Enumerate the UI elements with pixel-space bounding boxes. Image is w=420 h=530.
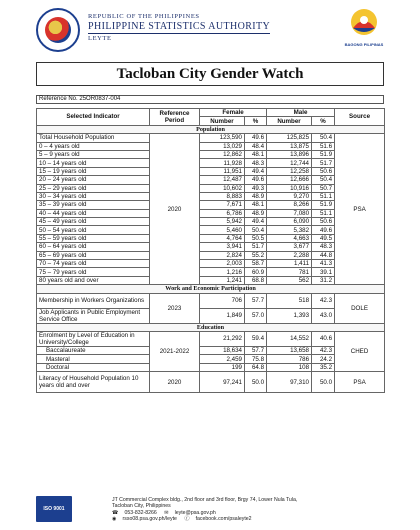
female-number: 13,029 — [200, 142, 245, 150]
row-label: 15 – 19 years old — [37, 167, 150, 175]
section-header-work: Work and Economic Participation — [37, 285, 385, 293]
table-row — [37, 176, 385, 184]
table-row — [37, 251, 385, 259]
table-row — [37, 134, 385, 142]
male-number: 108 — [267, 363, 312, 371]
col-period: Reference Period — [150, 109, 200, 126]
female-percent: 50.0 — [245, 372, 267, 393]
table-row — [37, 355, 385, 363]
gender-watch-table — [36, 108, 385, 393]
section-row — [37, 323, 385, 331]
row-label: 65 – 69 years old — [37, 251, 150, 259]
male-percent: 42.3 — [312, 293, 335, 308]
male-number: 13,658 — [267, 346, 312, 354]
col-female-percent: % — [245, 117, 267, 125]
male-percent: 50.7 — [312, 184, 335, 192]
table-row — [37, 293, 385, 308]
female-number: 1,849 — [200, 308, 245, 323]
iso-label: ISO 9001 — [43, 506, 65, 512]
female-percent: 51.7 — [245, 243, 267, 251]
male-number: 786 — [267, 355, 312, 363]
row-label: Membership in Workers Organizations — [37, 293, 150, 308]
table-row — [37, 192, 385, 200]
row-label: 45 – 49 years old — [37, 218, 150, 226]
row-label: 50 – 54 years old — [37, 226, 150, 234]
contact-info — [112, 497, 312, 523]
table-row — [37, 234, 385, 242]
footer — [36, 496, 384, 524]
bagong-pilipinas-emblem-icon — [350, 8, 378, 38]
female-percent: 55.2 — [245, 251, 267, 259]
female-percent: 48.1 — [245, 150, 267, 158]
female-percent: 75.8 — [245, 355, 267, 363]
table-row — [37, 201, 385, 209]
female-percent: 49.3 — [245, 184, 267, 192]
web-icon: ◉ — [112, 516, 117, 523]
male-number: 14,552 — [267, 331, 312, 346]
female-percent: 48.4 — [245, 142, 267, 150]
female-percent: 58.7 — [245, 260, 267, 268]
row-source: DOLE — [335, 293, 385, 323]
footer-email1: leyte@psa.gov.ph — [174, 509, 216, 516]
male-percent: 49.6 — [312, 226, 335, 234]
table-row — [37, 167, 385, 175]
table-row — [37, 142, 385, 150]
row-label: 30 – 34 years old — [37, 192, 150, 200]
bagong-pilipinas-logo — [344, 8, 384, 52]
table-row — [37, 184, 385, 192]
facebook-icon: ⓕ — [184, 516, 190, 523]
table-row — [37, 243, 385, 251]
male-percent: 51.1 — [312, 209, 335, 217]
male-number: 2,288 — [267, 251, 312, 259]
col-male-number: Number — [267, 117, 312, 125]
female-number: 706 — [200, 293, 245, 308]
iso-certification-badge — [36, 496, 72, 522]
female-percent: 49.4 — [245, 167, 267, 175]
header — [36, 8, 384, 52]
row-label: 60 – 64 years old — [37, 243, 150, 251]
row-label: Baccalaureate — [37, 346, 150, 354]
male-percent: 48.3 — [312, 243, 335, 251]
male-percent: 44.8 — [312, 251, 335, 259]
male-percent: 50.4 — [312, 176, 335, 184]
male-number: 12,744 — [267, 159, 312, 167]
female-percent: 50.4 — [245, 226, 267, 234]
male-number: 562 — [267, 276, 312, 284]
table-row — [37, 150, 385, 158]
male-percent: 35.2 — [312, 363, 335, 371]
female-percent: 59.4 — [245, 331, 267, 346]
table-row — [37, 331, 385, 346]
table-row — [37, 276, 385, 284]
footer-contact-row2 — [112, 516, 312, 522]
email-icon: ✉ — [164, 509, 169, 516]
male-number: 9,270 — [267, 192, 312, 200]
female-percent: 57.7 — [245, 346, 267, 354]
male-percent: 50.0 — [312, 372, 335, 393]
table-row — [37, 372, 385, 393]
female-percent: 48.3 — [245, 159, 267, 167]
male-percent: 24.2 — [312, 355, 335, 363]
male-number: 12,258 — [267, 167, 312, 175]
male-number: 4,663 — [267, 234, 312, 242]
row-label: 55 – 59 years old — [37, 234, 150, 242]
row-label: Doctoral — [37, 363, 150, 371]
female-number: 6,786 — [200, 209, 245, 217]
section-header-population: Population — [37, 125, 385, 133]
col-male: Male — [267, 109, 335, 117]
male-percent: 43.0 — [312, 308, 335, 323]
row-label: 25 – 29 years old — [37, 184, 150, 192]
male-number: 781 — [267, 268, 312, 276]
row-label: 40 – 44 years old — [37, 209, 150, 217]
male-number: 5,382 — [267, 226, 312, 234]
male-number: 125,825 — [267, 134, 312, 142]
female-number: 5,942 — [200, 218, 245, 226]
section-row — [37, 125, 385, 133]
row-label: 20 – 24 years old — [37, 176, 150, 184]
female-percent: 48.1 — [245, 201, 267, 209]
col-female: Female — [200, 109, 267, 117]
footer-facebook: facebook.com/psaleyte2 — [195, 516, 252, 523]
row-label: 70 – 74 years old — [37, 260, 150, 268]
table-row — [37, 159, 385, 167]
footer-website: rsso08.psa.gov.ph/leyte — [122, 516, 177, 523]
female-number: 11,951 — [200, 167, 245, 175]
female-number: 1,216 — [200, 268, 245, 276]
table-row — [37, 218, 385, 226]
row-label: Job Applicants in Public Employment Service Office — [37, 308, 150, 323]
female-number: 18,634 — [200, 346, 245, 354]
row-label: Masteral — [37, 355, 150, 363]
male-number: 1,393 — [267, 308, 312, 323]
male-number: 518 — [267, 293, 312, 308]
female-number: 10,602 — [200, 184, 245, 192]
row-label: Enrolment by Level of Education in University/College — [37, 331, 150, 346]
row-period: 2020 — [150, 372, 200, 393]
page-title: Tacloban City Gender Watch — [36, 62, 384, 86]
female-percent: 60.9 — [245, 268, 267, 276]
row-label: Total Household Population — [37, 134, 150, 142]
male-percent: 31.2 — [312, 276, 335, 284]
female-number: 2,003 — [200, 260, 245, 268]
col-source: Source — [335, 109, 385, 126]
female-number: 3,941 — [200, 243, 245, 251]
male-number: 8,266 — [267, 201, 312, 209]
table-row — [37, 363, 385, 371]
male-percent: 40.6 — [312, 331, 335, 346]
female-percent: 49.6 — [245, 176, 267, 184]
table-row — [37, 346, 385, 354]
row-period: 2023 — [150, 293, 200, 323]
male-number: 7,080 — [267, 209, 312, 217]
row-source: PSA — [335, 134, 385, 285]
table-row — [37, 260, 385, 268]
row-source: CHED — [335, 331, 385, 371]
female-number: 8,883 — [200, 192, 245, 200]
row-period: 2021-2022 — [150, 331, 200, 371]
male-number: 3,677 — [267, 243, 312, 251]
agency-line2: PHILIPPINE STATISTICS AUTHORITY — [88, 21, 271, 32]
row-label: 5 – 9 years old — [37, 150, 150, 158]
agency-name — [88, 13, 270, 42]
agency-line3: LEYTE — [88, 35, 112, 42]
male-percent: 50.4 — [312, 134, 335, 142]
female-percent: 48.9 — [245, 192, 267, 200]
male-percent: 51.9 — [312, 150, 335, 158]
female-number: 12,862 — [200, 150, 245, 158]
section-row — [37, 285, 385, 293]
bagong-pilipinas-label: BAGONG PILIPINAS — [344, 42, 384, 47]
section-header-education: Education — [37, 323, 385, 331]
row-period: 2020 — [150, 134, 200, 285]
row-source: PSA — [335, 372, 385, 393]
male-percent: 50.6 — [312, 167, 335, 175]
male-number: 10,916 — [267, 184, 312, 192]
agency-line1: REPUBLIC OF THE PHILIPPINES — [88, 13, 200, 20]
male-number: 12,666 — [267, 176, 312, 184]
female-number: 97,241 — [200, 372, 245, 393]
male-number: 1,411 — [267, 260, 312, 268]
male-percent: 51.9 — [312, 201, 335, 209]
table-row — [37, 268, 385, 276]
female-percent: 57.0 — [245, 308, 267, 323]
table-row — [37, 308, 385, 323]
female-number: 7,671 — [200, 201, 245, 209]
female-number: 21,292 — [200, 331, 245, 346]
footer-address: JT Commercial Complex bldg., 2nd floor and 3rd floor, Brgy 74, Lower Nula Tula, Tacloban City, Philippines — [112, 497, 298, 510]
row-label: 35 – 39 years old — [37, 201, 150, 209]
male-number: 13,875 — [267, 142, 312, 150]
female-number: 5,460 — [200, 226, 245, 234]
female-number: 123,590 — [200, 134, 245, 142]
male-number: 97,310 — [267, 372, 312, 393]
col-male-percent: % — [312, 117, 335, 125]
female-percent: 49.6 — [245, 134, 267, 142]
male-percent: 39.1 — [312, 268, 335, 276]
female-percent: 50.5 — [245, 234, 267, 242]
reference-number: Reference No. 25OR0837-004 — [36, 95, 384, 104]
table-row — [37, 226, 385, 234]
table-row — [37, 209, 385, 217]
footer-phone: 053-832-8266 — [124, 509, 157, 516]
phone-icon: ☎ — [112, 509, 119, 516]
female-number: 11,928 — [200, 159, 245, 167]
female-percent: 64.8 — [245, 363, 267, 371]
male-percent: 42.3 — [312, 346, 335, 354]
male-percent: 51.1 — [312, 192, 335, 200]
female-percent: 57.7 — [245, 293, 267, 308]
row-label: 80 years old and over — [37, 276, 150, 284]
female-percent: 68.8 — [245, 276, 267, 284]
female-number: 2,824 — [200, 251, 245, 259]
col-indicator: Selected Indicator — [37, 109, 150, 126]
female-number: 1,241 — [200, 276, 245, 284]
female-percent: 49.4 — [245, 218, 267, 226]
female-percent: 48.9 — [245, 209, 267, 217]
male-percent: 49.5 — [312, 234, 335, 242]
psa-seal-logo — [36, 8, 80, 52]
male-number: 6,090 — [267, 218, 312, 226]
female-number: 2,459 — [200, 355, 245, 363]
male-percent: 51.7 — [312, 159, 335, 167]
male-percent: 51.6 — [312, 142, 335, 150]
female-number: 199 — [200, 363, 245, 371]
female-number: 12,487 — [200, 176, 245, 184]
female-number: 4,764 — [200, 234, 245, 242]
row-label: 75 – 79 years old — [37, 268, 150, 276]
col-female-number: Number — [200, 117, 245, 125]
row-label: 10 – 14 years old — [37, 159, 150, 167]
male-percent: 50.6 — [312, 218, 335, 226]
male-percent: 41.3 — [312, 260, 335, 268]
male-number: 13,896 — [267, 150, 312, 158]
row-label: 0 – 4 years old — [37, 142, 150, 150]
row-label: Literacy of Household Population 10 years old and over — [37, 372, 150, 393]
